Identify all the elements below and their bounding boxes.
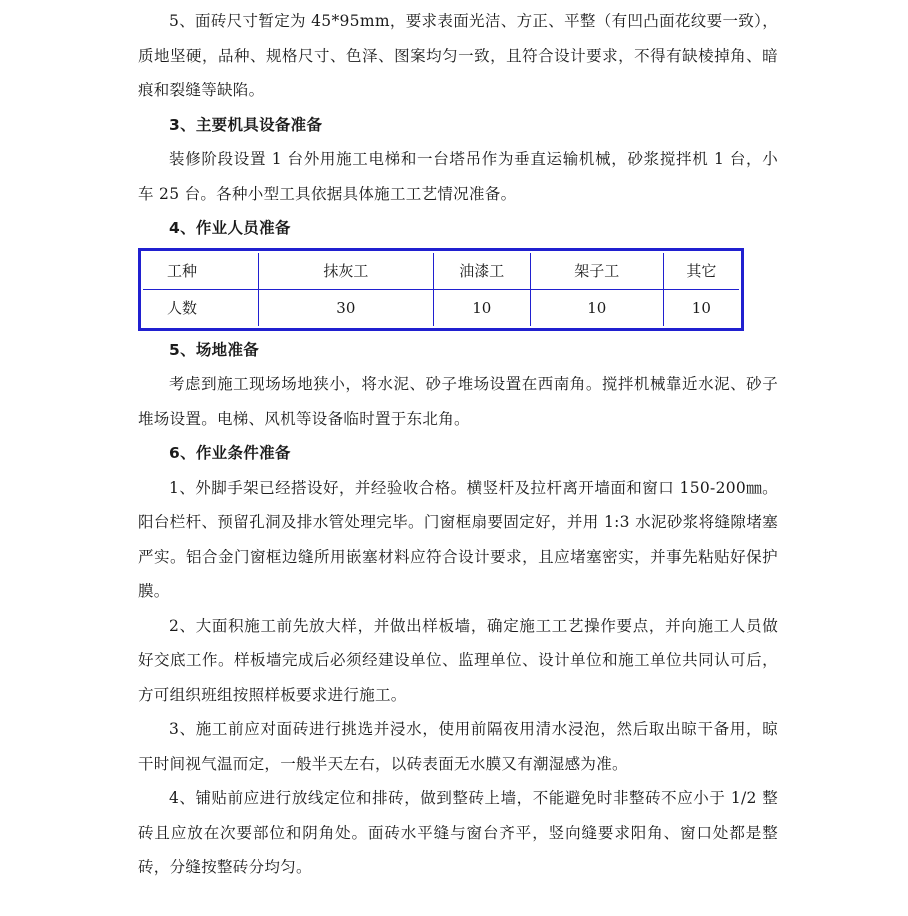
table-cell-scaffolder-count: 10 xyxy=(530,289,663,326)
equipment-heading: 3、主要机具设备准备 xyxy=(169,115,323,134)
document-page xyxy=(138,0,778,885)
staff-table-frame xyxy=(138,248,744,331)
staff-table xyxy=(143,253,739,326)
table-cell-painter: 油漆工 xyxy=(433,253,530,290)
staff-heading: 4、作业人员准备 xyxy=(169,219,291,237)
table-cell-other-count: 10 xyxy=(663,289,739,326)
conditions-heading: 6、作业条件准备 xyxy=(169,444,291,462)
equipment-paragraph: 装修阶段设置 1 台外用施工电梯和一台塔吊作为垂直运输机械，砂浆搅拌机 1 台，小车 25 台。各种小型工具依据具体施工工艺情况准备。 xyxy=(138,150,778,203)
condition-3-paragraph: 3、施工前应对面砖进行挑选并浸水，使用前隔夜用清水浸泡，然后取出晾干备用，晾干时间视气温而定，一般半天左右，以砖表面无水膜又有潮湿感为准。 xyxy=(138,720,778,773)
condition-1-paragraph: 1、外脚手架已经搭设好，并经验收合格。横竖杆及拉杆离开墙面和窗口 150-200㎜。阳台栏杆、预留孔洞及排水管处理完毕。门窗框扇要固定好，并用 1:3 水泥砂浆将缝隙堵塞严实。铝合金门窗框边缝所用嵌塞材料应符合设计要求，且应堵塞密实，并事先粘贴好保护膜。 xyxy=(138,478,778,600)
condition-4-paragraph: 4、铺贴前应进行放线定位和排砖，做到整砖上墙，不能避免时非整砖不应小于 1/2 整砖且应放在次要部位和阴角处。面砖水平缝与窗台齐平，竖向缝要求阳角、窗口处都是整砖，分缝按整砖分均匀。 xyxy=(138,789,778,876)
material-requirement-paragraph: 5、面砖尺寸暂定为 45*95mm，要求表面光洁、方正、平整（有凹凸面花纹要一致），质地坚硬，品种、规格尺寸、色泽、图案均匀一致，且符合设计要求，不得有缺棱掉角、暗痕和裂缝等缺陷。 xyxy=(138,12,778,99)
condition-2-paragraph: 2、大面积施工前先放大样，并做出样板墙，确定施工工艺操作要点，并向施工人员做好交底工作。样板墙完成后必须经建设单位、监理单位、设计单位和施工单位共同认可后，方可组织班组按照样板要求进行施工。 xyxy=(138,616,778,704)
table-cell-plasterer-count: 30 xyxy=(259,289,434,326)
staff-table-count-row xyxy=(143,289,739,326)
table-cell-plasterer: 抹灰工 xyxy=(259,253,434,290)
table-cell-painter-count: 10 xyxy=(433,289,530,326)
table-cell-trade-label: 工种 xyxy=(143,253,259,290)
table-cell-other: 其它 xyxy=(663,253,739,290)
site-heading: 5、场地准备 xyxy=(169,340,260,359)
table-cell-count-label: 人数 xyxy=(143,289,259,326)
table-cell-scaffolder: 架子工 xyxy=(530,253,663,290)
site-paragraph: 考虑到施工现场场地狭小，将水泥、砂子堆场设置在西南角。搅拌机械靠近水泥、砂子堆场设置。电梯、风机等设备临时置于东北角。 xyxy=(138,375,778,428)
staff-table-header-row xyxy=(143,253,739,290)
